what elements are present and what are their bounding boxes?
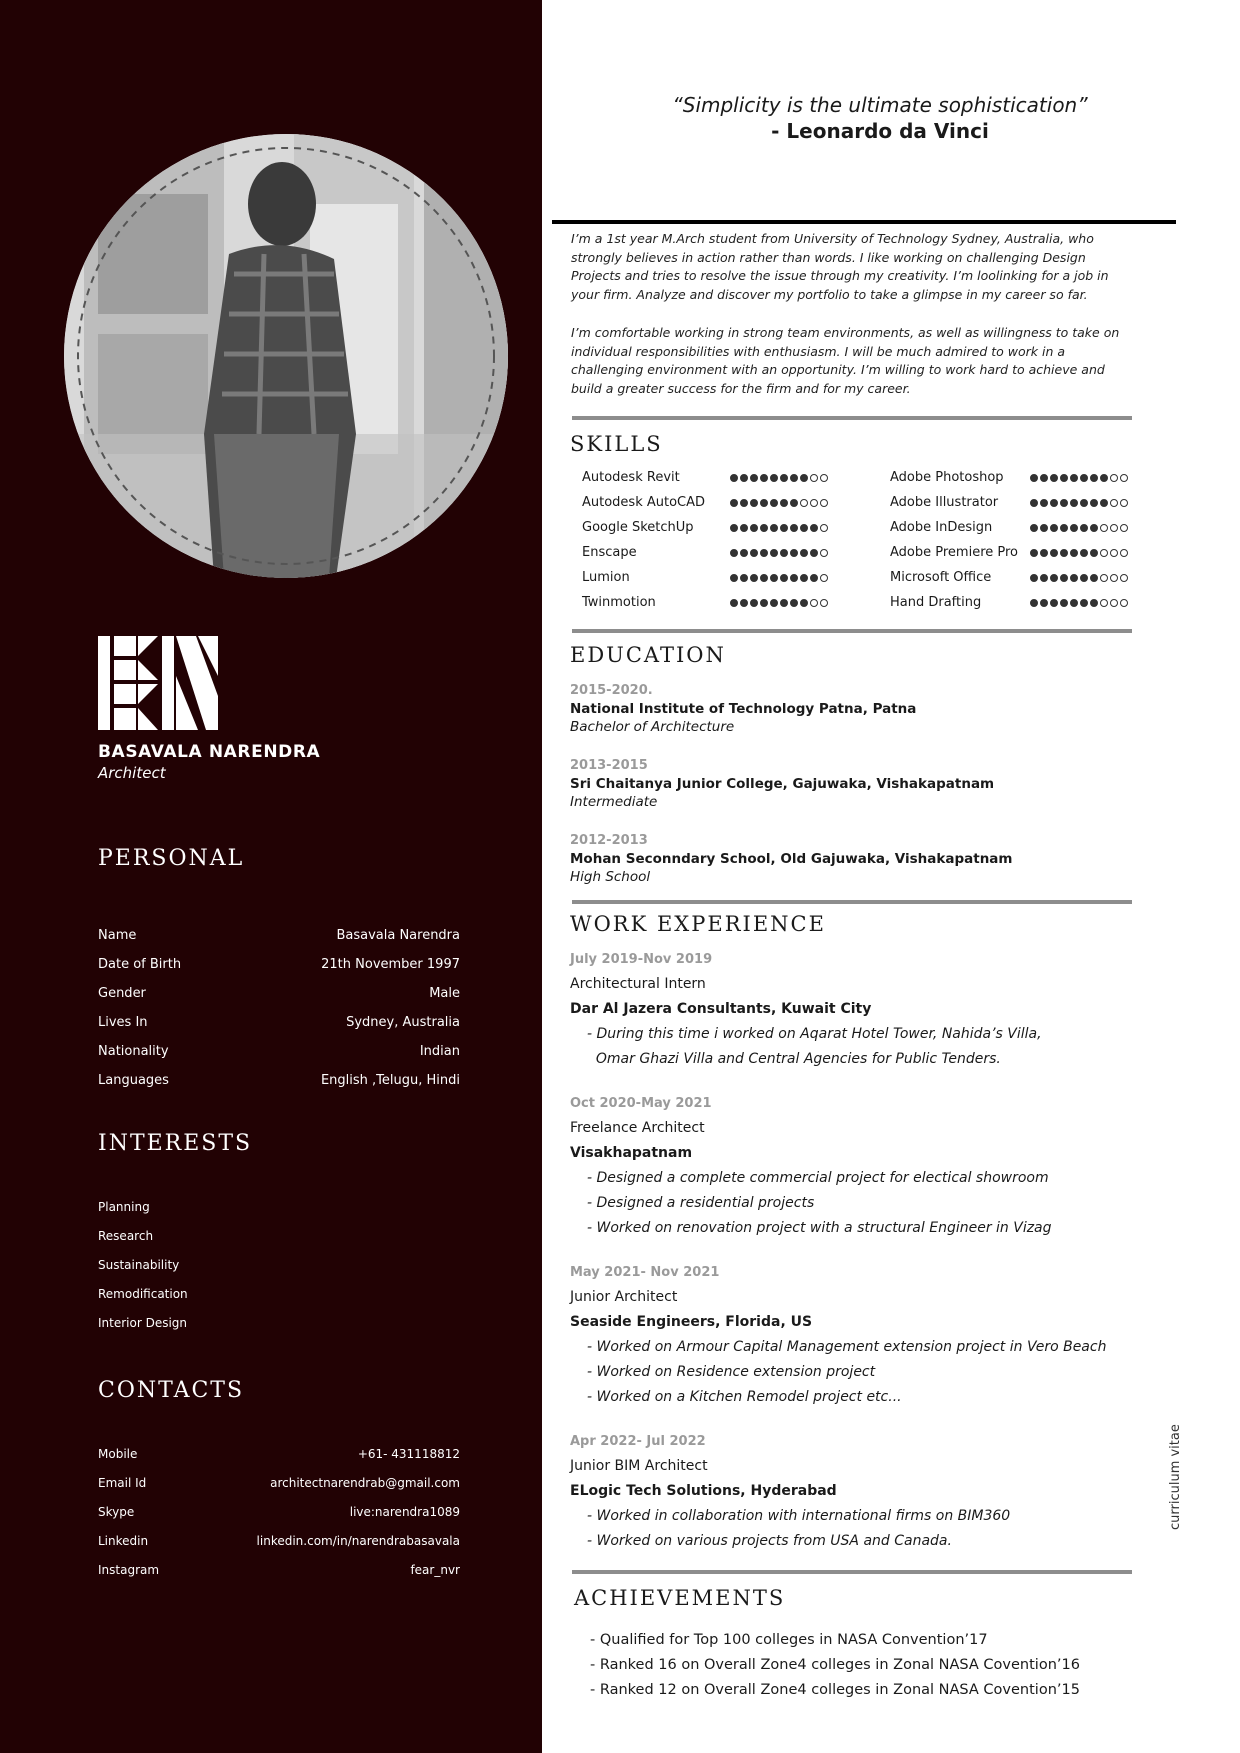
education-degree: High School	[570, 869, 651, 885]
education-years: 2012-2013	[570, 833, 648, 848]
rating-dot-filled	[760, 549, 768, 557]
achievement-item: - Qualified for Top 100 colleges in NASA Convention’17	[590, 1632, 988, 1648]
job-bullet: - Designed a residential projects	[587, 1195, 815, 1211]
skill-row	[890, 470, 1128, 485]
rating-dot-filled	[1060, 499, 1068, 507]
contact-row	[98, 1505, 460, 1519]
rating-dot-empty	[1100, 549, 1108, 557]
rating-dot-empty	[1120, 524, 1128, 532]
rating-dot-empty	[1120, 499, 1128, 507]
skill-name: Adobe Premiere Pro	[890, 545, 1019, 560]
contact-skype[interactable]: live:narendra1089	[349, 1505, 460, 1519]
rating-dot-filled	[1070, 599, 1078, 607]
achievement-item: - Ranked 12 on Overall Zone4 colleges in Zonal NASA Covention’15	[590, 1682, 1080, 1698]
job-title: Freelance Architect	[570, 1120, 705, 1136]
skill-row	[890, 495, 1128, 510]
rating-dot-filled	[790, 474, 798, 482]
rating-dot-filled	[770, 574, 778, 582]
contact-label: Linkedin	[98, 1534, 149, 1548]
skill-name: Google SketchUp	[582, 520, 694, 535]
section-divider	[572, 416, 1132, 420]
personal-label: Gender	[98, 986, 146, 1001]
job-period: Oct 2020-May 2021	[570, 1096, 712, 1111]
interest-item: Sustainability	[98, 1258, 180, 1272]
skill-name: Adobe Photoshop	[890, 470, 1004, 485]
rating-dot-filled	[1090, 549, 1098, 557]
skill-rating	[1030, 474, 1128, 482]
rating-dot-empty	[820, 549, 828, 557]
rating-dot-empty	[1110, 549, 1118, 557]
rating-dot-filled	[760, 499, 768, 507]
rating-dot-filled	[1060, 549, 1068, 557]
job-bullet: - Worked on Residence extension project	[587, 1364, 876, 1380]
skill-rating	[1030, 499, 1128, 507]
rating-dot-empty	[1120, 474, 1128, 482]
job-period: Apr 2022- Jul 2022	[570, 1434, 706, 1449]
personal-row	[98, 1044, 460, 1059]
interest-item: Research	[98, 1229, 154, 1243]
rating-dot-filled	[790, 524, 798, 532]
job-bullet: - Worked on renovation project with a structural Engineer in Vizag	[587, 1220, 1052, 1236]
rating-dot-filled	[780, 549, 788, 557]
skill-rating	[730, 599, 828, 607]
skill-rating	[730, 574, 828, 582]
skill-rating	[730, 524, 828, 532]
skill-name: Autodesk Revit	[582, 470, 680, 485]
profile-photo-illustration	[64, 134, 508, 578]
personal-value: English ,Telugu, Hindi	[320, 1073, 460, 1088]
rating-dot-filled	[740, 549, 748, 557]
rating-dot-filled	[730, 599, 738, 607]
education-years: 2013-2015	[570, 758, 648, 773]
skill-name: Twinmotion	[582, 595, 656, 610]
candidate-role: Architect	[98, 764, 166, 782]
rating-dot-filled	[1060, 474, 1068, 482]
personal-value: 21th November 1997	[321, 957, 460, 972]
rating-dot-filled	[730, 574, 738, 582]
rating-dot-filled	[740, 474, 748, 482]
skill-name: Adobe Illustrator	[890, 495, 999, 510]
contact-email-link[interactable]: architectnarendrab@gmail.com	[270, 1476, 460, 1490]
rating-dot-filled	[1070, 499, 1078, 507]
achievement-item: - Ranked 16 on Overall Zone4 colleges in Zonal NASA Covention’16	[590, 1657, 1080, 1673]
contact-row	[98, 1534, 460, 1548]
rating-dot-filled	[1080, 599, 1088, 607]
personal-row	[98, 986, 460, 1001]
job-bullet: - Worked on a Kitchen Remodel project etc...	[587, 1389, 902, 1405]
skill-name: Enscape	[582, 545, 637, 560]
job-title: Junior Architect	[570, 1289, 678, 1305]
skill-row	[890, 570, 1128, 585]
rating-dot-filled	[1050, 474, 1058, 482]
personal-value: Male	[429, 986, 460, 1001]
skill-row	[582, 545, 828, 560]
skill-rating	[1030, 549, 1128, 557]
education-degree: Intermediate	[570, 794, 658, 810]
rating-dot-filled	[1080, 574, 1088, 582]
skill-name: Autodesk AutoCAD	[582, 495, 706, 510]
personal-row	[98, 1073, 460, 1088]
bn-monogram-logo	[98, 636, 218, 730]
skill-rating	[730, 549, 828, 557]
job-title: Architectural Intern	[570, 976, 706, 992]
skill-name: Adobe InDesign	[890, 520, 993, 535]
rating-dot-filled	[740, 499, 748, 507]
rating-dot-filled	[750, 524, 758, 532]
job-bullet: - Worked on various projects from USA and Canada.	[587, 1533, 952, 1549]
contact-row	[98, 1476, 460, 1490]
rating-dot-filled	[1040, 524, 1048, 532]
rating-dot-filled	[790, 599, 798, 607]
rating-dot-filled	[770, 499, 778, 507]
quote-text: “Simplicity is the ultimate sophistication”	[672, 93, 1088, 117]
rating-dot-empty	[1110, 474, 1118, 482]
section-divider	[572, 900, 1132, 904]
skill-rating	[1030, 524, 1128, 532]
education-heading: EDUCATION	[570, 643, 726, 667]
rating-dot-filled	[1030, 524, 1038, 532]
rating-dot-filled	[1090, 599, 1098, 607]
interests-heading: INTERESTS	[98, 1131, 253, 1156]
rating-dot-filled	[730, 474, 738, 482]
education-institution: National Institute of Technology Patna, Patna	[570, 701, 917, 717]
rating-dot-filled	[760, 599, 768, 607]
rating-dot-empty	[1110, 499, 1118, 507]
rating-dot-filled	[750, 574, 758, 582]
rating-dot-filled	[770, 474, 778, 482]
rating-dot-empty	[1100, 524, 1108, 532]
education-institution: Sri Chaitanya Junior College, Gajuwaka, Vishakapatnam	[570, 776, 995, 792]
rating-dot-empty	[820, 474, 828, 482]
skill-row	[890, 595, 1128, 610]
rating-dot-filled	[780, 524, 788, 532]
rating-dot-filled	[750, 549, 758, 557]
rating-dot-filled	[760, 574, 768, 582]
rating-dot-filled	[1070, 524, 1078, 532]
rating-dot-filled	[780, 499, 788, 507]
section-divider	[572, 629, 1132, 633]
contact-linkedin-link[interactable]: linkedin.com/in/narendrabasavala	[256, 1534, 460, 1548]
job-company: Visakhapatnam	[570, 1145, 693, 1161]
rating-dot-filled	[800, 474, 808, 482]
rating-dot-filled	[1030, 599, 1038, 607]
job-company: Dar Al Jazera Consultants, Kuwait City	[570, 1001, 872, 1017]
sidebar	[0, 0, 542, 1753]
rating-dot-filled	[800, 599, 808, 607]
quote-author: - Leonardo da Vinci	[771, 119, 989, 143]
rating-dot-filled	[1100, 474, 1108, 482]
job-company: ELogic Tech Solutions, Hyderabad	[570, 1483, 837, 1499]
job-bullet: - During this time i worked on Aqarat Hotel Tower, Nahida’s Villa,	[587, 1026, 1042, 1042]
interest-item: Planning	[98, 1200, 150, 1214]
rating-dot-filled	[1090, 574, 1098, 582]
personal-row	[98, 928, 460, 943]
rating-dot-filled	[1030, 499, 1038, 507]
rating-dot-filled	[1050, 499, 1058, 507]
rating-dot-filled	[1060, 574, 1068, 582]
skill-name: Lumion	[582, 570, 630, 585]
job-period: May 2021- Nov 2021	[570, 1265, 720, 1280]
contact-mobile[interactable]: +61- 431118812	[357, 1447, 460, 1461]
personal-label: Nationality	[98, 1044, 169, 1059]
skill-row	[582, 570, 828, 585]
rating-dot-filled	[740, 599, 748, 607]
interest-item: Remodification	[98, 1287, 188, 1301]
personal-value: Basavala Narendra	[336, 928, 460, 943]
job-company: Seaside Engineers, Florida, US	[570, 1314, 813, 1330]
rating-dot-filled	[1040, 474, 1048, 482]
rating-dot-filled	[810, 549, 818, 557]
rating-dot-filled	[1080, 524, 1088, 532]
rating-dot-filled	[800, 574, 808, 582]
rating-dot-filled	[1040, 574, 1048, 582]
personal-value: Indian	[419, 1044, 460, 1059]
rating-dot-filled	[750, 474, 758, 482]
rating-dot-filled	[1060, 599, 1068, 607]
contact-label: Email Id	[98, 1476, 147, 1490]
rating-dot-filled	[1030, 574, 1038, 582]
rating-dot-empty	[800, 499, 808, 507]
contact-label: Instagram	[98, 1563, 160, 1577]
rating-dot-empty	[1120, 549, 1128, 557]
top-divider	[552, 220, 1176, 224]
skill-row	[890, 520, 1128, 535]
rating-dot-filled	[1090, 524, 1098, 532]
rating-dot-filled	[1030, 549, 1038, 557]
rating-dot-filled	[790, 574, 798, 582]
rating-dot-empty	[1120, 599, 1128, 607]
rating-dot-filled	[760, 474, 768, 482]
achievements-heading: ACHIEVEMENTS	[574, 1586, 786, 1610]
rating-dot-empty	[1100, 599, 1108, 607]
rating-dot-filled	[800, 524, 808, 532]
skill-rating	[1030, 599, 1128, 607]
rating-dot-filled	[1080, 549, 1088, 557]
job-bullet: - Worked in collaboration with international firms on BIM360	[587, 1508, 1011, 1524]
rating-dot-empty	[810, 499, 818, 507]
rating-dot-filled	[1100, 499, 1108, 507]
rating-dot-filled	[1040, 549, 1048, 557]
personal-row	[98, 1015, 460, 1030]
rating-dot-filled	[810, 524, 818, 532]
rating-dot-filled	[1050, 524, 1058, 532]
rating-dot-empty	[1120, 574, 1128, 582]
contact-row	[98, 1563, 460, 1577]
rating-dot-empty	[810, 599, 818, 607]
rating-dot-filled	[750, 499, 758, 507]
rating-dot-filled	[1070, 474, 1078, 482]
rating-dot-empty	[1110, 599, 1118, 607]
education-institution: Mohan Seconndary School, Old Gajuwaka, Vishakapatnam	[570, 851, 1013, 867]
rating-dot-filled	[770, 599, 778, 607]
work-heading: WORK EXPERIENCE	[570, 912, 826, 936]
rating-dot-filled	[770, 524, 778, 532]
contacts-heading: CONTACTS	[98, 1378, 245, 1403]
rating-dot-filled	[1070, 549, 1078, 557]
rating-dot-filled	[740, 574, 748, 582]
rating-dot-filled	[730, 549, 738, 557]
personal-value: Sydney, Australia	[346, 1015, 460, 1030]
section-divider	[572, 1570, 1132, 1574]
rating-dot-filled	[770, 549, 778, 557]
rating-dot-empty	[1100, 574, 1108, 582]
personal-label: Name	[98, 928, 137, 943]
skill-rating	[1030, 574, 1128, 582]
skill-rating	[730, 474, 828, 482]
job-bullet: - Worked on Armour Capital Management extension project in Vero Beach	[587, 1339, 1107, 1355]
rating-dot-filled	[1070, 574, 1078, 582]
skill-row	[582, 495, 828, 510]
skill-row	[582, 595, 828, 610]
personal-heading: PERSONAL	[98, 846, 245, 871]
rating-dot-filled	[1090, 474, 1098, 482]
rating-dot-filled	[790, 549, 798, 557]
rating-dot-filled	[1050, 574, 1058, 582]
rating-dot-filled	[730, 524, 738, 532]
rating-dot-empty	[820, 524, 828, 532]
candidate-name: BASAVALA NARENDRA	[98, 742, 321, 762]
contact-row	[98, 1447, 460, 1461]
personal-label: Languages	[98, 1073, 169, 1088]
rating-dot-empty	[820, 574, 828, 582]
rating-dot-empty	[1110, 574, 1118, 582]
rating-dot-filled	[1040, 599, 1048, 607]
contact-label: Mobile	[98, 1447, 138, 1461]
rating-dot-empty	[820, 499, 828, 507]
skills-heading: SKILLS	[570, 432, 663, 456]
rating-dot-filled	[1080, 474, 1088, 482]
personal-label: Date of Birth	[98, 957, 182, 972]
rating-dot-filled	[810, 574, 818, 582]
rating-dot-filled	[1060, 524, 1068, 532]
rating-dot-filled	[760, 524, 768, 532]
rating-dot-empty	[1110, 524, 1118, 532]
job-bullet: Omar Ghazi Villa and Central Agencies for Public Tenders.	[587, 1051, 1001, 1067]
intro-paragraph: I’m comfortable working in strong team environments, as well as willingness to take on individual responsibilities with enthusiasm. I will be much admired to work in a challenging environment with an opportunity. I’m willing to work hard to achieve and build a greater success for the firm and for my career.	[571, 325, 1120, 396]
skill-row	[890, 545, 1128, 560]
quote-block	[560, 92, 1200, 144]
job-bullet: - Designed a complete commercial project for electical showroom	[587, 1170, 1049, 1186]
rating-dot-filled	[1080, 499, 1088, 507]
education-years: 2015-2020.	[570, 683, 653, 698]
skill-row	[582, 520, 828, 535]
intro-paragraph: I’m a 1st year M.Arch student from University of Technology Sydney, Australia, who strongly believes in action rather than words. I like working on challenging Design Projects and tries to resolve the issue through my creativity. I’m loolinking for a job in your firm. Analyze and discover my portfolio to take a glimpse in my career so far.	[571, 231, 1109, 302]
rating-dot-filled	[1050, 549, 1058, 557]
skill-name: Microsoft Office	[890, 570, 992, 585]
contact-label: Skype	[98, 1505, 135, 1519]
rating-dot-filled	[750, 599, 758, 607]
rating-dot-filled	[730, 499, 738, 507]
rating-dot-filled	[1090, 499, 1098, 507]
profile-photo	[64, 134, 508, 578]
rating-dot-filled	[780, 474, 788, 482]
rating-dot-filled	[780, 599, 788, 607]
rating-dot-filled	[1040, 499, 1048, 507]
curriculum-vitae-label: curriculum vitae	[1168, 1424, 1183, 1530]
rating-dot-filled	[740, 524, 748, 532]
personal-label: Lives In	[98, 1015, 148, 1030]
skill-name: Hand Drafting	[890, 595, 982, 610]
rating-dot-filled	[1030, 474, 1038, 482]
contact-instagram[interactable]: fear_nvr	[410, 1563, 460, 1577]
rating-dot-empty	[820, 599, 828, 607]
education-degree: Bachelor of Architecture	[570, 719, 735, 735]
skill-rating	[730, 499, 828, 507]
rating-dot-empty	[810, 474, 818, 482]
rating-dot-filled	[800, 549, 808, 557]
personal-row	[98, 957, 460, 972]
job-title: Junior BIM Architect	[570, 1458, 708, 1474]
rating-dot-filled	[1050, 599, 1058, 607]
skill-row	[582, 470, 828, 485]
rating-dot-filled	[790, 499, 798, 507]
interest-item: Interior Design	[98, 1316, 188, 1330]
rating-dot-filled	[780, 574, 788, 582]
job-period: July 2019-Nov 2019	[570, 952, 713, 967]
